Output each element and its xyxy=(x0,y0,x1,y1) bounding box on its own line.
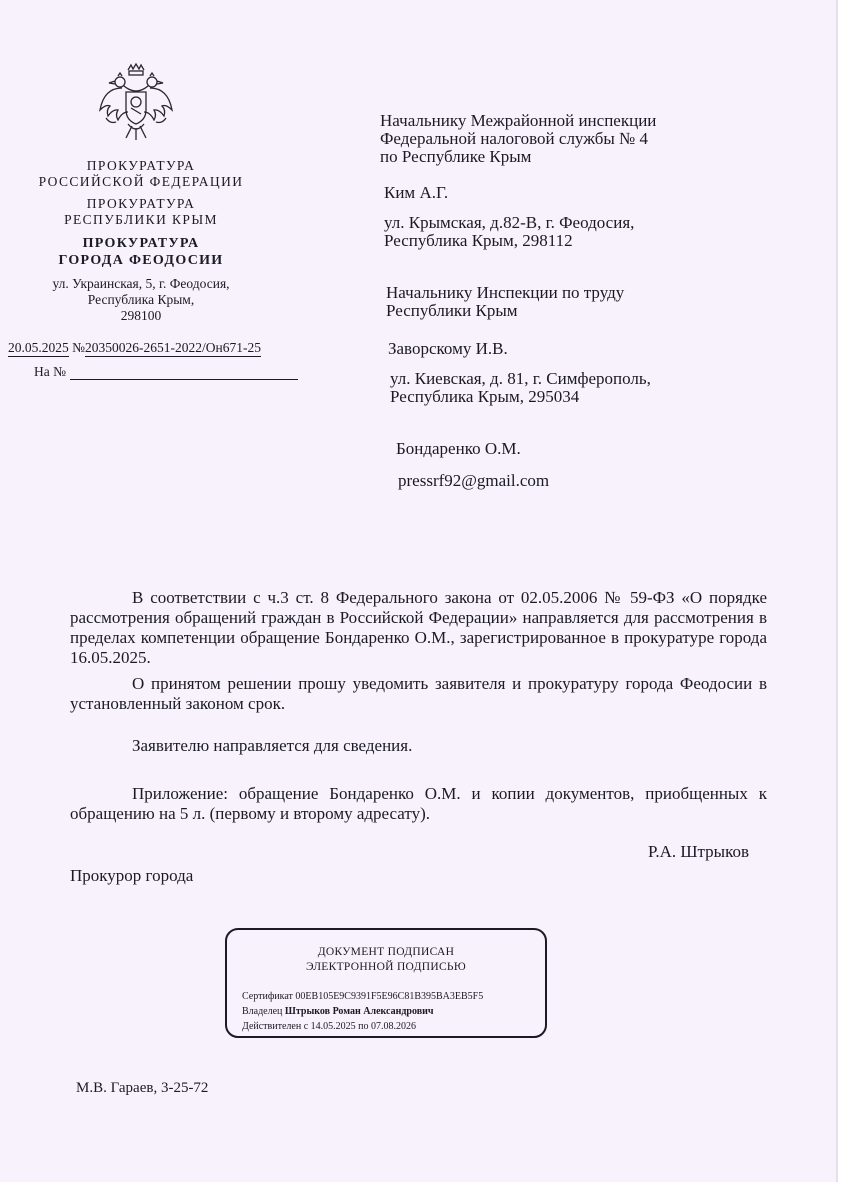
valid-to-label: по xyxy=(358,1021,369,1032)
addressee-3-email: pressrf92@gmail.com xyxy=(398,471,550,490)
reference-number-label: На № xyxy=(34,364,66,379)
org-name-line: ПРОКУРАТУРА xyxy=(86,196,196,211)
addressee-1-title: Федеральной налоговой службы № 4 xyxy=(380,129,649,148)
addressee-1-name: Ким А.Г. xyxy=(384,183,449,202)
org-name-line: РОССИЙСКОЙ ФЕДЕРАЦИИ xyxy=(38,174,244,189)
reference-number-blank xyxy=(70,365,298,380)
addressee-1-title: Начальнику Межрайонной инспекции xyxy=(380,111,657,130)
owner-label: Владелец xyxy=(242,1006,283,1017)
org-name-line: ПРОКУРАТУРА xyxy=(86,158,196,173)
registration-line xyxy=(8,340,261,356)
stamp-owner xyxy=(242,1006,434,1017)
reference-number-line xyxy=(34,364,298,380)
addressee-2-address: Республика Крым, 295034 xyxy=(390,387,580,406)
addressee-2-title: Начальнику Инспекции по труду xyxy=(386,283,625,302)
addressee-3-name: Бондаренко О.М. xyxy=(396,439,521,458)
signer-position: Прокурор города xyxy=(70,866,194,885)
registration-number-prefix: № xyxy=(72,340,86,355)
addressee-1-title: по Республике Крым xyxy=(380,147,532,166)
valid-label: Действителен с xyxy=(242,1021,309,1032)
russian-double-headed-eagle-icon xyxy=(98,62,174,142)
body-paragraph: В соответствии с ч.3 ст. 8 Федерального закона от 02.05.2006 № 59-ФЗ «О порядке рассмотрения обращений граждан в Российской Федерации» направляется для рассмотрения в пределах компетенции обращение Бондаренко О.М., зарегистрированное в прокуратуре города 16.05.2025. xyxy=(70,588,767,667)
addressee-2-name: Заворскому И.В. xyxy=(388,339,508,358)
electronic-signature-stamp xyxy=(225,928,547,1038)
org-name-line: ПРОКУРАТУРА xyxy=(82,236,200,251)
addressee-2-title: Республики Крым xyxy=(386,301,518,320)
attachment-paragraph: Приложение: обращение Бондаренко О.М. и копии документов, приобщенных к обращению на 5 л. (первому и второму адресату). xyxy=(70,784,767,823)
addressee-1-address: Республика Крым, 298112 xyxy=(384,231,573,250)
certificate-value: 00EB105E9C9391F5E96C81B395BA3EB5F5 xyxy=(295,991,484,1002)
stamp-certificate xyxy=(242,991,483,1002)
addressee-2-address: ул. Киевская, д. 81, г. Симферополь, xyxy=(390,369,651,388)
owner-value: Штрыков Роман Александрович xyxy=(284,1006,434,1017)
stamp-title: ДОКУМЕНТ ПОДПИСАН xyxy=(317,946,455,958)
valid-to: 07.08.2026 xyxy=(371,1021,417,1032)
org-address-line: 298100 xyxy=(120,308,162,323)
valid-from: 14.05.2025 xyxy=(310,1021,356,1032)
org-address-line: Республика Крым, xyxy=(87,292,195,307)
body-paragraph: О принятом решении прошу уведомить заявителя и прокуратуру города Феодосии в установленный законом срок. xyxy=(70,674,767,713)
signer-name: Р.А. Штрыков xyxy=(648,842,749,861)
org-address-line: ул. Украинская, 5, г. Феодосия, xyxy=(52,276,230,291)
registration-number: 20350026-2651-2022/Он671-25 xyxy=(85,340,261,355)
addressee-1-address: ул. Крымская, д.82-В, г. Феодосия, xyxy=(384,213,635,232)
body-paragraph: Заявителю направляется для сведения. xyxy=(132,736,413,755)
stamp-title: ЭЛЕКТРОННОЙ ПОДПИСЬЮ xyxy=(306,961,466,973)
org-name-line: ГОРОДА ФЕОДОСИИ xyxy=(58,253,224,268)
registration-date: 20.05.2025 xyxy=(8,340,69,355)
stamp-validity xyxy=(242,1021,416,1032)
org-name-line: РЕСПУБЛИКИ КРЫМ xyxy=(64,212,218,227)
certificate-label: Сертификат xyxy=(242,991,293,1002)
executor-contact: М.В. Гараев, 3-25-72 xyxy=(76,1080,209,1096)
